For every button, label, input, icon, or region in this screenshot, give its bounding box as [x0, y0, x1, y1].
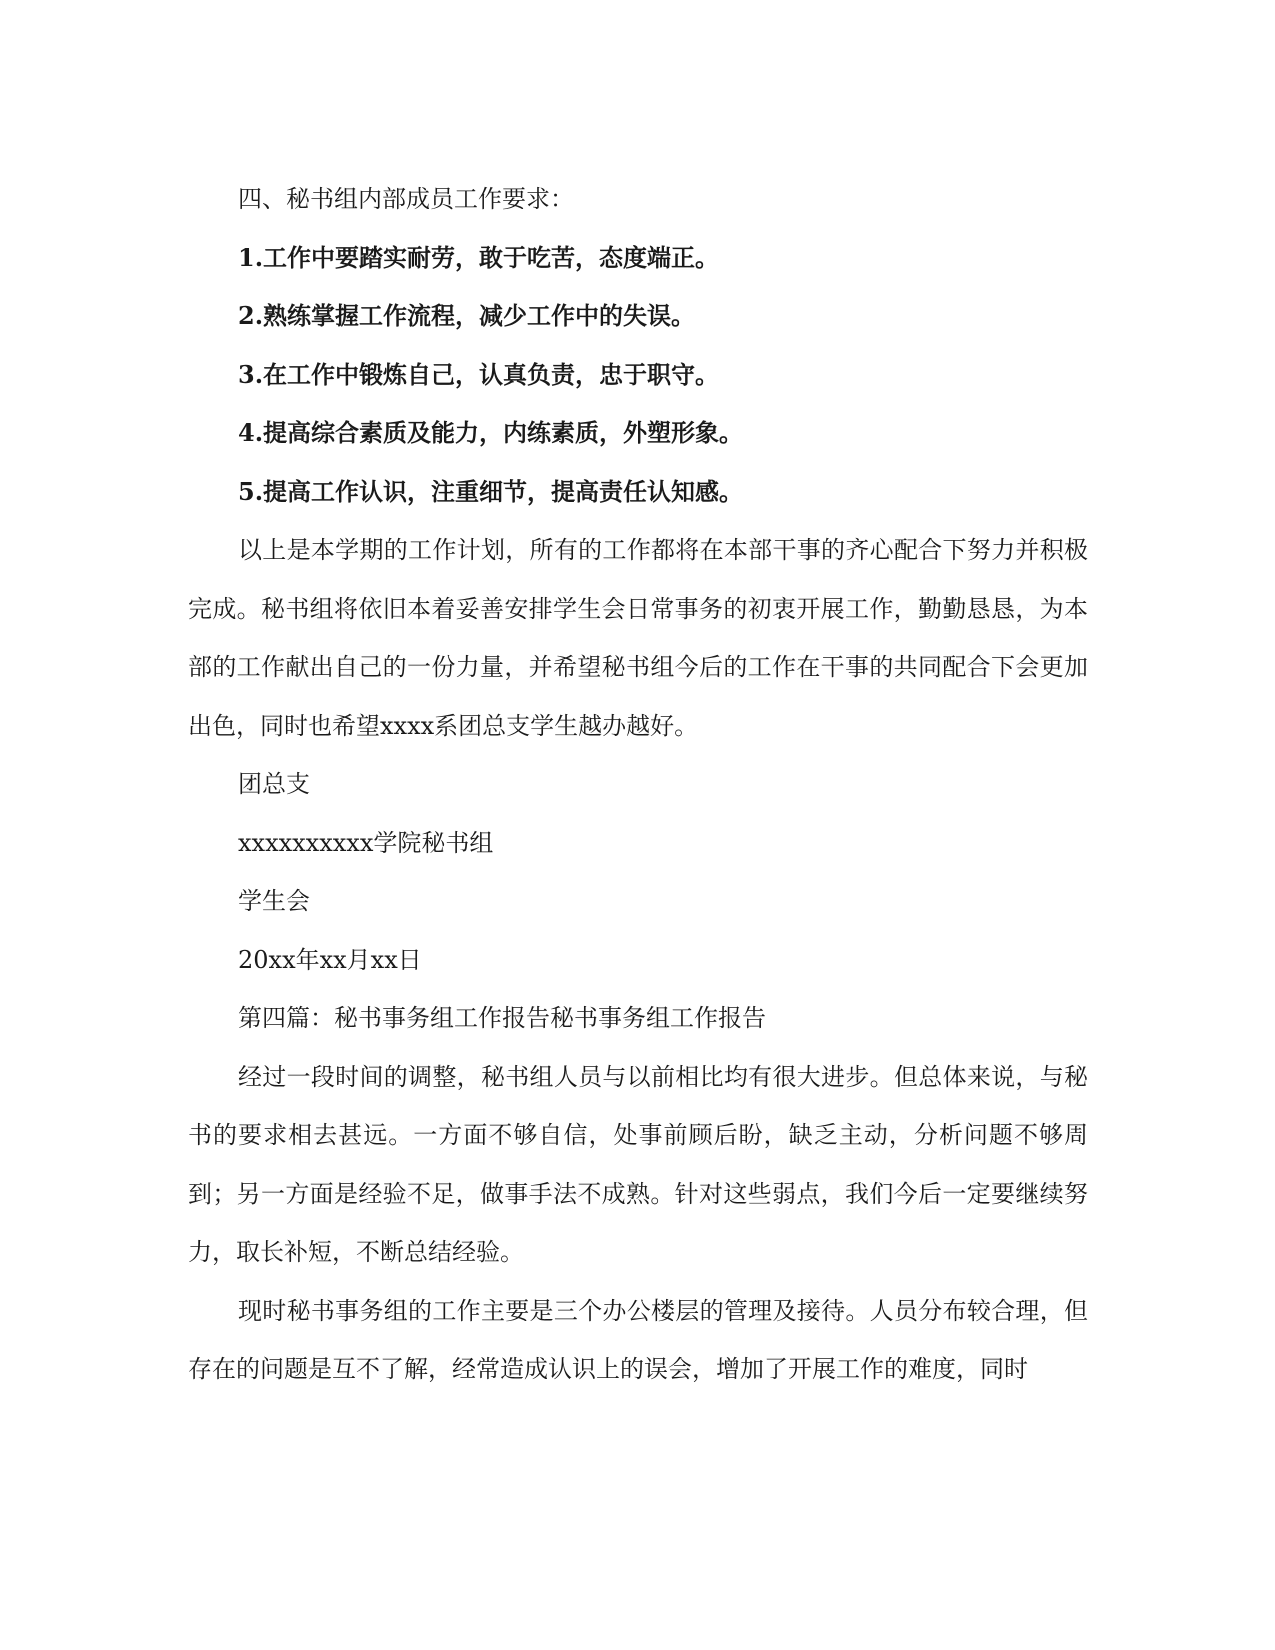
section-heading: 四、秘书组内部成员工作要求：	[238, 185, 574, 213]
body-paragraph-1: 经过一段时间的调整，秘书组人员与以前相比均有很大进步。但总体来说，与秘书的要求相去甚远。一方面不够自信，处事前顾后盼，缺乏主动，分析问题不够周到；另一方面是经验不足，做事手法不成熟。针对这些弱点，我们今后一定要继续努力，取长补短，不断总结经验。	[188, 1062, 1088, 1266]
requirement-item-5: 5.提高工作认识，注重细节，提高责任认知感。	[238, 476, 744, 506]
signature-line-1: 团总支	[238, 770, 310, 798]
body-paragraph-2: 现时秘书事务组的工作主要是三个办公楼层的管理及接待。人员分布较合理，但存在的问题是互不了解，经常造成认识上的误会，增加了开展工作的难度，同时	[188, 1296, 1088, 1383]
document-body	[188, 170, 1088, 1399]
requirement-item-4: 4.提高综合素质及能力，内练素质，外塑形象。	[238, 418, 744, 447]
requirement-item-2: 2.熟练掌握工作流程，减少工作中的失误。	[238, 301, 696, 330]
requirement-item-3: 3.在工作中锻炼自己，认真负责，忠于职守。	[238, 359, 720, 389]
requirement-item-1: 1.工作中要踏实耐劳，敢于吃苦，态度端正。	[238, 242, 720, 272]
signature-date: 20xx年xx月xx日	[238, 945, 422, 974]
conclusion-paragraph: 以上是本学期的工作计划，所有的工作都将在本部干事的齐心配合下努力并积极完成。秘书组将依旧本着妥善安排学生会日常事务的初衷开展工作，勤勤恳恳，为本部的工作献出自己的一份力量，并希望秘书组今后的工作在干事的共同配合下会更加出色，同时也希望xxxx系团总支学生越办越好。	[188, 536, 1088, 740]
signature-line-2: xxxxxxxxxx学院秘书组	[238, 828, 494, 857]
next-article-title: 第四篇：秘书事务组工作报告秘书事务组工作报告	[238, 1004, 766, 1032]
signature-line-3: 学生会	[238, 887, 310, 915]
